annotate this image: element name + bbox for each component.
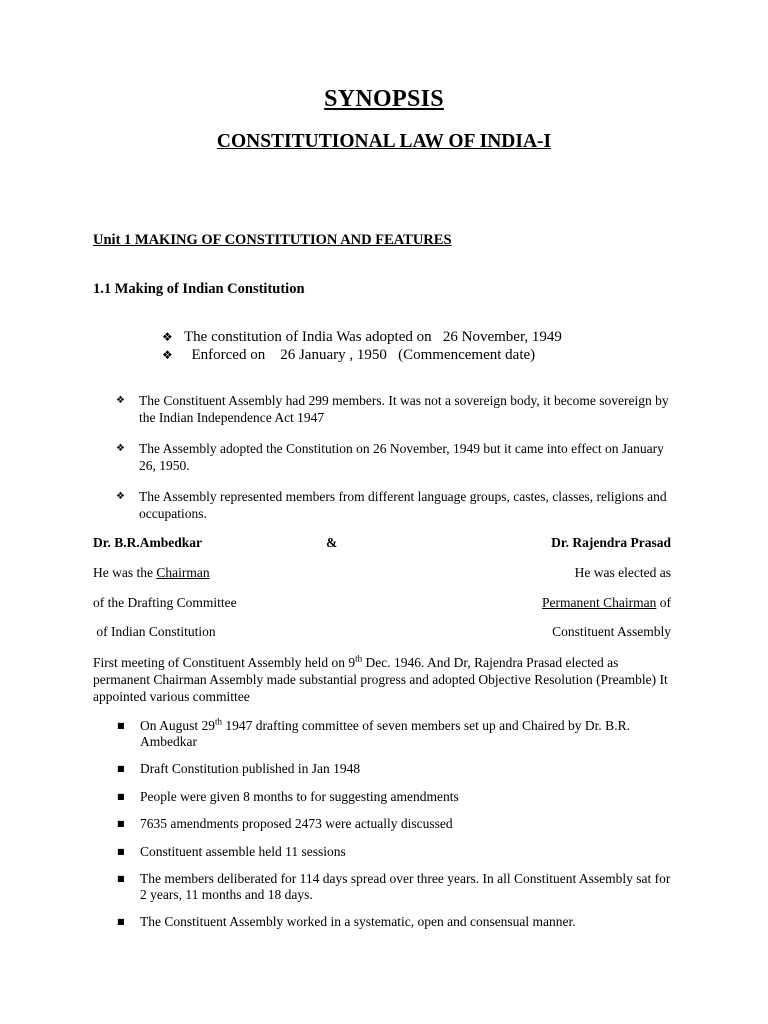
fact-text: Constituent assemble held 11 sessions [140, 843, 346, 859]
fact-text: The members deliberated for 114 days spread over three years. In all Constituent Assembly sat for 2 years, 11 months and 18 days. [140, 871, 671, 902]
list-item [117, 844, 672, 860]
square-bullet-icon: ■ [117, 791, 125, 801]
role-suffix: of [656, 595, 671, 610]
ambedkar-role-line-3: of Indian Constitution [93, 624, 216, 639]
ambedkar-name: Dr. B.R.Ambedkar [93, 535, 203, 550]
list-item [117, 789, 672, 805]
point-text: The Assembly represented members from different language groups, castes, classes, religions and occupations. [139, 489, 667, 521]
list-item [117, 871, 672, 902]
square-bullet-icon: ■ [117, 721, 125, 730]
facts-list [117, 718, 672, 942]
square-bullet-icon: ■ [117, 846, 125, 856]
page-title: SYNOPSIS [324, 86, 444, 112]
fact-text: The Constituent Assembly worked in a systematic, open and consensual manner. [140, 914, 576, 929]
role-prefix: He was the [93, 565, 157, 580]
diamond-bullet-icon: ❖ [116, 443, 125, 454]
prasad-role-line-1: He was elected as [574, 565, 671, 580]
diamond-bullet-icon: ❖ [116, 491, 125, 502]
list-item [117, 816, 672, 832]
fact-text: People were given 8 months to for suggesting amendments [140, 788, 459, 804]
first-meeting-paragraph [93, 654, 668, 705]
square-bullet-icon: ■ [117, 917, 125, 926]
section-heading: 1.1 Making of Indian Constitution [93, 281, 305, 297]
fact-text: 7635 amendments proposed 2473 were actually discussed [140, 816, 453, 831]
key-date-text: Enforced on 26 January , 1950 (Commencement date) [184, 347, 536, 363]
fact-text-part: 1947 drafting committee of seven members set up and Chaired by Dr. B.R. Ambedkar [140, 718, 630, 749]
key-date-text: The constitution of India Was adopted on 26 November, 1949 [184, 329, 562, 345]
diamond-bullet-icon: ❖ [162, 330, 173, 344]
list-item [117, 914, 672, 930]
superscript: th [215, 716, 223, 727]
diamond-bullet-icon: ❖ [116, 395, 125, 406]
permanent-chairman-label: Permanent Chairman [542, 595, 657, 610]
assembly-points-list [116, 392, 676, 536]
ambedkar-role-line-1 [93, 565, 210, 581]
point-text: The Assembly adopted the Constitution on 26 November, 1949 but it came into effect on January 26, 1950. [139, 441, 664, 473]
chairman-label: Chairman [156, 565, 210, 580]
list-item [162, 346, 562, 364]
square-bullet-icon: ■ [117, 819, 125, 828]
comparison-row-2 [93, 595, 671, 613]
list-item [116, 440, 676, 474]
list-item [117, 718, 672, 749]
superscript: th [355, 653, 363, 664]
prasad-role-line-2 [542, 595, 671, 611]
comparison-row-3 [93, 624, 671, 642]
list-item [117, 761, 672, 777]
diamond-bullet-icon: ❖ [162, 348, 173, 362]
prasad-name: Dr. Rajendra Prasad [551, 535, 671, 550]
comparison-row-1 [93, 565, 671, 583]
paragraph-text: Dec. 1946. And Dr, Rajendra Prasad elected as permanent Chairman Assembly made substantial progress and adopted Objective Resolution (Preamble) It appointed various committee [93, 655, 668, 704]
page-subtitle: CONSTITUTIONAL LAW OF INDIA-I [216, 131, 552, 152]
key-dates-list [162, 328, 562, 364]
ambedkar-role-line-2: of the Drafting Committee [93, 595, 237, 610]
prasad-role-line-3: Constituent Assembly [552, 624, 671, 639]
comparison-names-row [93, 535, 671, 553]
square-bullet-icon: ■ [117, 874, 125, 883]
point-text: The Constituent Assembly had 299 members. It was not a sovereign body, it become sovereign by the Indian Independence Act 1947 [139, 393, 669, 425]
paragraph-text: First meeting of Constituent Assembly held on 9 [93, 655, 356, 670]
list-item [162, 328, 562, 346]
list-item [116, 488, 676, 522]
fact-text [140, 718, 672, 749]
unit-heading: Unit 1 MAKING OF CONSTITUTION AND FEATURES [93, 232, 452, 248]
square-bullet-icon: ■ [117, 764, 125, 773]
list-item [116, 392, 676, 426]
fact-text-part: On August 29 [140, 718, 216, 733]
fact-text: Draft Constitution published in Jan 1948 [140, 761, 361, 776]
ampersand: & [326, 535, 338, 550]
